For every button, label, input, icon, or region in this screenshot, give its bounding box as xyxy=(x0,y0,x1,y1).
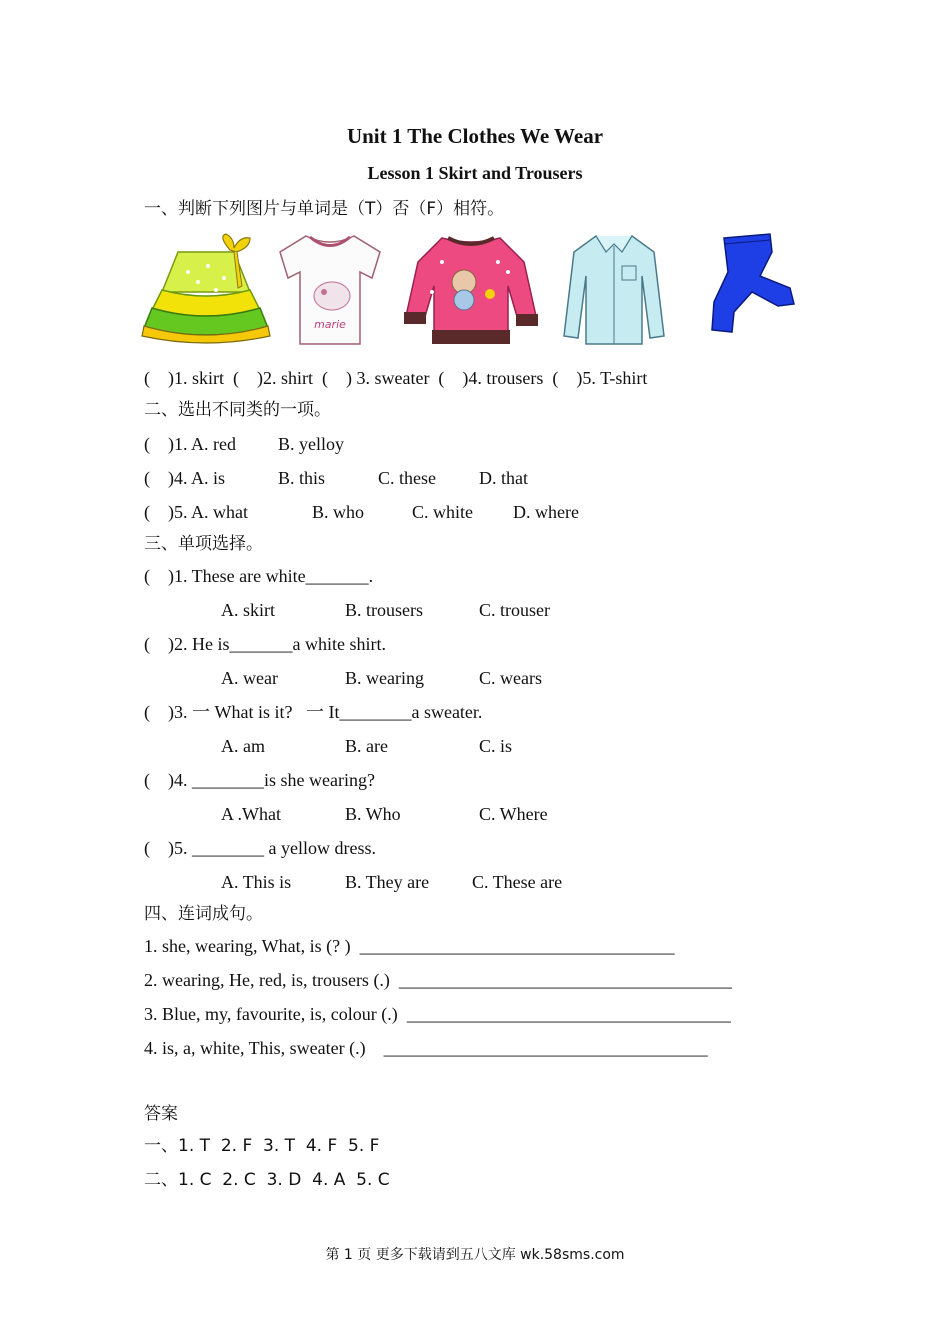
s3-q3-option-c: C. is xyxy=(479,736,513,756)
s4-item-4: 4. is, a, white, This, sweater (.) ____________________________________ xyxy=(144,1038,708,1058)
answers-line-2: 二、1. C 2. C 3. D 4. A 5. C xyxy=(144,1170,390,1190)
s4-item-1: 1. she, wearing, What, is (? ) ___________________________________ xyxy=(144,936,675,956)
s3-q2-option-b: B. wearing xyxy=(345,668,424,688)
s3-q5-option-a: A. This is xyxy=(221,872,292,892)
section1-heading: 一、判断下列图片与单词是（T）否（F）相符。 xyxy=(144,199,505,219)
s3-q1-stem: ( )1. These are white_______. xyxy=(144,566,374,586)
s3-q5-option-b: B. They are xyxy=(345,872,430,892)
sweater-picture xyxy=(402,232,540,348)
s2-q4-option-d: D. that xyxy=(479,468,528,488)
s3-q1-option-b: B. trousers xyxy=(345,600,423,620)
s3-q3-stem: ( )3. 一 What is it? 一 It________a sweater. xyxy=(144,702,483,722)
section4-heading: 四、连词成句。 xyxy=(144,904,263,924)
s2-q5-option-b: B. who xyxy=(312,502,365,522)
shirt-picture xyxy=(562,232,666,348)
s2-q4-prefix: ( )4. A. is xyxy=(144,468,225,488)
s3-q2-option-a: A. wear xyxy=(221,668,278,688)
tshirt-logo: marie xyxy=(314,318,346,331)
s4-item-2: 2. wearing, He, red, is, trousers (.) _____________________________________ xyxy=(144,970,732,990)
skirt-picture xyxy=(138,232,274,348)
s2-q4-option-b: B. this xyxy=(278,468,326,488)
s2-q5-option-d: D. where xyxy=(513,502,579,522)
section2-heading: 二、选出不同类的一项。 xyxy=(144,400,331,420)
s2-q1-option-b: B. yelloy xyxy=(278,434,344,454)
s3-q5-option-c: C. These are xyxy=(472,872,563,892)
page-footer: 第 1 页 更多下载请到五八文库 wk.58sms.com xyxy=(325,1247,625,1263)
s2-q1-prefix: ( )1. A. red xyxy=(144,434,236,454)
tshirt-picture xyxy=(276,232,384,348)
s3-q3-option-a: A. am xyxy=(221,736,265,756)
section3-heading: 三、单项选择。 xyxy=(144,534,263,554)
s2-q4-option-c: C. these xyxy=(378,468,436,488)
page-title: Unit 1 The Clothes We Wear xyxy=(346,124,604,148)
s3-q2-option-c: C. wears xyxy=(479,668,542,688)
s3-q4-option-c: C. Where xyxy=(479,804,548,824)
answers-line-1: 一、1. T 2. F 3. T 4. F 5. F xyxy=(144,1136,380,1156)
s3-q1-option-a: A. skirt xyxy=(221,600,275,620)
s4-item-3: 3. Blue, my, favourite, is, colour (.) ____________________________________ xyxy=(144,1004,731,1024)
trousers-picture xyxy=(704,232,796,348)
s3-q5-stem: ( )5. ________ a yellow dress. xyxy=(144,838,376,858)
answers-heading: 答案 xyxy=(144,1104,178,1124)
s2-q5-option-c: C. white xyxy=(412,502,473,522)
s3-q4-option-a: A .What xyxy=(221,804,281,824)
s3-q2-stem: ( )2. He is_______a white shirt. xyxy=(144,634,386,654)
s3-q4-option-b: B. Who xyxy=(345,804,401,824)
section1-items: ( )1. skirt ( )2. shirt ( ) 3. sweater ( )4. trousers ( )5. T-shirt xyxy=(144,368,648,388)
lesson-subtitle: Lesson 1 Skirt and Trousers xyxy=(367,163,583,183)
s3-q1-option-c: C. trouser xyxy=(479,600,550,620)
s3-q3-option-b: B. are xyxy=(345,736,388,756)
s3-q4-stem: ( )4. ________is she wearing? xyxy=(144,770,375,790)
s2-q5-prefix: ( )5. A. what xyxy=(144,502,248,522)
